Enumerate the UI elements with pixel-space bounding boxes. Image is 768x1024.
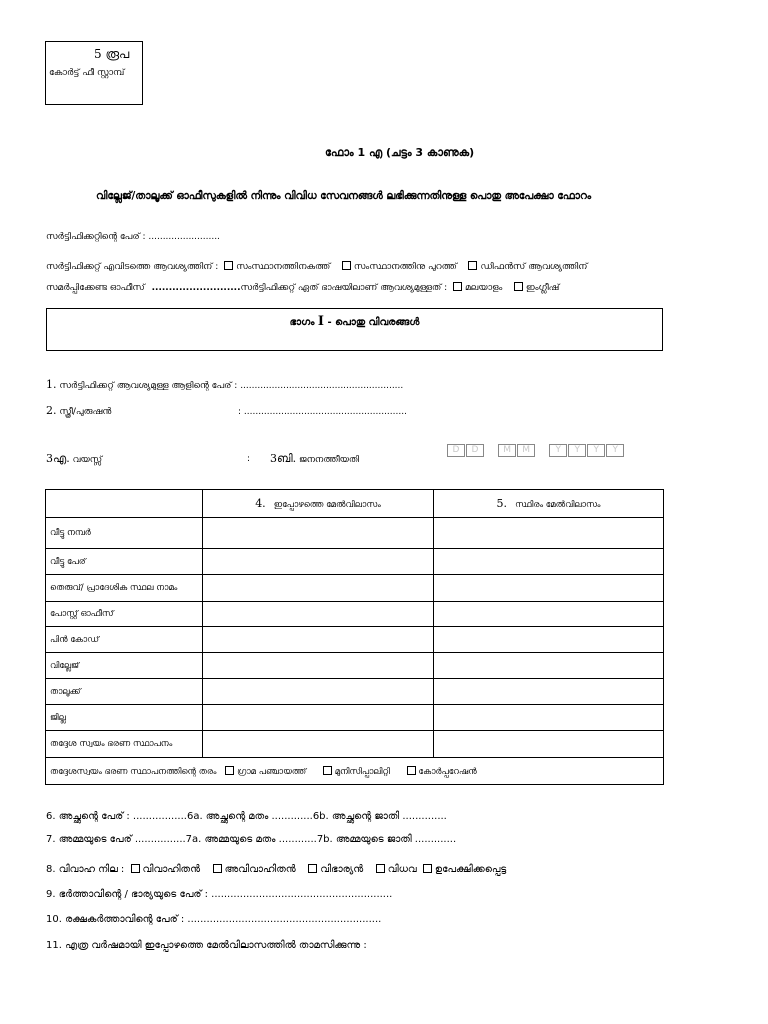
marital-married-checkbox[interactable] <box>131 864 140 873</box>
table-row <box>46 575 664 602</box>
dob-month-1[interactable]: M <box>498 444 516 457</box>
present-street-cell[interactable] <box>203 575 434 602</box>
field-mother-details[interactable]: 7. അമ്മയുടെ പേര് ................7a. അമ്മയുടെ മതം ............7b. അമ്മയുടെ ജാതി ............. <box>46 834 457 845</box>
stamp-amount: 5 രൂപ <box>94 47 130 61</box>
permanent-district-cell[interactable] <box>434 705 664 731</box>
part-1-title: ഭാഗം I - പൊതു വിവരങ്ങൾ <box>289 314 420 329</box>
form-code: ഫോം 1 എ (ചട്ടം 3 കാണുക) <box>325 146 475 159</box>
dob-month-2[interactable]: M <box>517 444 535 457</box>
header-present-address: 4. ഇപ്പോഴത്തെ മേൽവിലാസം <box>203 490 434 518</box>
permanent-pin-code-cell[interactable] <box>434 627 664 653</box>
field-age-colon: : <box>247 454 251 464</box>
permanent-taluk-cell[interactable] <box>434 679 664 705</box>
permanent-lsg-cell[interactable] <box>434 731 664 758</box>
row-label-street: തെരുവ്/ പ്രാദേശിക സ്ഥല നാമം <box>46 575 203 602</box>
row-label-village: വില്ലേജ് <box>46 653 203 679</box>
present-house-number-cell[interactable] <box>203 518 434 549</box>
present-post-office-cell[interactable] <box>203 602 434 627</box>
table-row <box>46 518 664 549</box>
part-1-header-box <box>46 308 663 351</box>
stamp-label: കോർട്ട് ഫീ സ്റ്റാമ്പ് <box>49 68 125 78</box>
office-label: സമർപ്പിക്കേണ്ട ഓഫീസ് <box>46 283 145 293</box>
field-gender[interactable]: 2. സ്ത്രീ/പുരുഷൻ <box>46 404 112 417</box>
permanent-house-name-cell[interactable] <box>434 549 664 575</box>
row-label-post-office: പോസ്റ്റ് ഓഫീസ് <box>46 602 203 627</box>
field-guardian-name[interactable]: 10. രക്ഷകർത്താവിന്റെ പേര് : ............................................................. <box>46 914 382 925</box>
table-row <box>46 705 664 731</box>
row-label-house-name: വീട്ടു പേര് <box>46 549 203 575</box>
court-fee-stamp-box <box>45 41 143 105</box>
row-label-house-number: വീട്ടു നമ്പർ <box>46 518 203 549</box>
dob-date-boxes[interactable] <box>447 437 625 457</box>
field-dob: 3ബി. ജനനത്തീയതി <box>270 452 360 465</box>
field-marital-status: 8. വിവാഹ നില : വിവാഹിതൻ അവിവാഹിതൻ വിഭാര്യൻ വിധവ ഉപേക്ഷിക്കപ്പെട്ട <box>46 864 507 875</box>
present-pin-code-cell[interactable] <box>203 627 434 653</box>
purpose-row: സർട്ടിഫിക്കറ്റ് എവിടത്തെ ആവശ്യത്തിന് : സംസ്ഥാനത്തിനകത്ത് സംസ്ഥാനത്തിനു പുറത്ത് ഡിഫൻസ് ആവശ്യത്തിന് <box>46 262 588 272</box>
address-table <box>45 489 664 785</box>
present-village-cell[interactable] <box>203 653 434 679</box>
row-label-lsg-institution: തദ്ദേശ സ്വയം ഭരണ സ്ഥാപനം <box>46 731 203 758</box>
marital-widower-checkbox[interactable] <box>308 864 317 873</box>
lsg-type-cell: തദ്ദേശസ്വയം ഭരണ സ്ഥാപനത്തിന്റെ തരം ഗ്രാമ പഞ്ചായത്ത് മുനിസിപ്പാലിറ്റി കോർപ്പറേഷൻ <box>46 758 664 785</box>
purpose-label: സർട്ടിഫിക്കറ്റ് എവിടത്തെ ആവശ്യത്തിന് : <box>46 262 219 272</box>
form-title: വില്ലേജ്/താലൂക്ക് ഓഫീസുകളിൽ നിന്നും വിവിധ സേവനങ്ങൾ ലഭിക്കുന്നതിനുള്ള പൊതു അപേക്ഷാ ഫോറം <box>96 190 592 202</box>
dob-day-1[interactable]: D <box>447 444 465 457</box>
row-label-taluk: താലൂക്ക് <box>46 679 203 705</box>
language-label: സർട്ടിഫിക്കറ്റ് ഏത് ഭാഷയിലാണ് ആവശ്യമുള്ളത് : <box>240 283 448 293</box>
row-label-district: ജില്ല <box>46 705 203 731</box>
field-years-at-address[interactable]: 11. എത്ര വർഷമായി ഇപ്പോഴത്തെ മേൽവിലാസത്തിൽ താമസിക്കുന്നു : <box>46 940 367 951</box>
lsg-type-row <box>46 758 664 785</box>
language-malayalam-checkbox[interactable] <box>453 282 462 291</box>
dob-day-2[interactable]: D <box>466 444 484 457</box>
address-table-header <box>46 490 664 518</box>
lsg-grama-panchayat-checkbox[interactable] <box>225 766 234 775</box>
present-house-name-cell[interactable] <box>203 549 434 575</box>
language-english-checkbox[interactable] <box>514 282 523 291</box>
office-field[interactable]: .......................... <box>151 283 241 293</box>
marital-widow-checkbox[interactable] <box>376 864 385 873</box>
marital-unmarried-checkbox[interactable] <box>213 864 222 873</box>
lsg-corporation-checkbox[interactable] <box>407 766 416 775</box>
purpose-outside-state-checkbox[interactable] <box>342 261 351 270</box>
permanent-post-office-cell[interactable] <box>434 602 664 627</box>
field-spouse-name[interactable]: 9. ഭർത്താവിന്റെ / ഭാര്യയുടെ പേര് : ......................................................... <box>46 889 393 900</box>
field-father-details[interactable]: 6. അച്ഛന്റെ പേര് : .................6a. അച്ഛന്റെ മതം .............6b. അച്ഛന്റെ ജാതി .............. <box>46 811 447 822</box>
row-label-pin-code: പിൻ കോഡ് <box>46 627 203 653</box>
table-row <box>46 731 664 758</box>
lsg-type-label: തദ്ദേശസ്വയം ഭരണ സ്ഥാപനത്തിന്റെ തരം <box>50 766 217 777</box>
field-gender-value[interactable]: : ......................................................... <box>238 407 407 417</box>
permanent-street-cell[interactable] <box>434 575 664 602</box>
lsg-municipality-checkbox[interactable] <box>323 766 332 775</box>
marital-status-label: 8. വിവാഹ നില : <box>46 864 125 875</box>
marital-abandoned-checkbox[interactable] <box>423 864 432 873</box>
field-applicant-name[interactable]: 1. സർട്ടിഫിക്കറ്റ് ആവശ്യമുള്ള ആളിന്റെ പേര് : ......................................................... <box>46 378 404 391</box>
certificate-name-field[interactable]: സർട്ടിഫിക്കറ്റിന്റെ പേര് : ......................... <box>46 232 220 242</box>
header-permanent-address: 5. സ്ഥിരം മേൽവിലാസം <box>434 490 664 518</box>
header-empty-cell <box>46 490 203 518</box>
dob-year-1[interactable]: Y <box>549 444 567 457</box>
table-row <box>46 679 664 705</box>
dob-year-3[interactable]: Y <box>587 444 605 457</box>
table-row <box>46 602 664 627</box>
permanent-house-number-cell[interactable] <box>434 518 664 549</box>
present-taluk-cell[interactable] <box>203 679 434 705</box>
permanent-village-cell[interactable] <box>434 653 664 679</box>
dob-year-4[interactable]: Y <box>606 444 624 457</box>
present-district-cell[interactable] <box>203 705 434 731</box>
office-language-row: സമർപ്പിക്കേണ്ട ഓഫീസ് ..........................സർട്ടിഫിക്കറ്റ് ഏത് ഭാഷയിലാണ് ആവശ്യമുള്ളത് : മലയാളം ഇംഗ്ലീഷ് <box>46 283 560 293</box>
purpose-defence-checkbox[interactable] <box>468 261 477 270</box>
field-age[interactable]: 3എ. വയസ്സ് <box>46 452 103 465</box>
table-row <box>46 653 664 679</box>
table-row <box>46 549 664 575</box>
present-lsg-cell[interactable] <box>203 731 434 758</box>
purpose-within-state-checkbox[interactable] <box>224 261 233 270</box>
table-row <box>46 627 664 653</box>
dob-year-2[interactable]: Y <box>568 444 586 457</box>
